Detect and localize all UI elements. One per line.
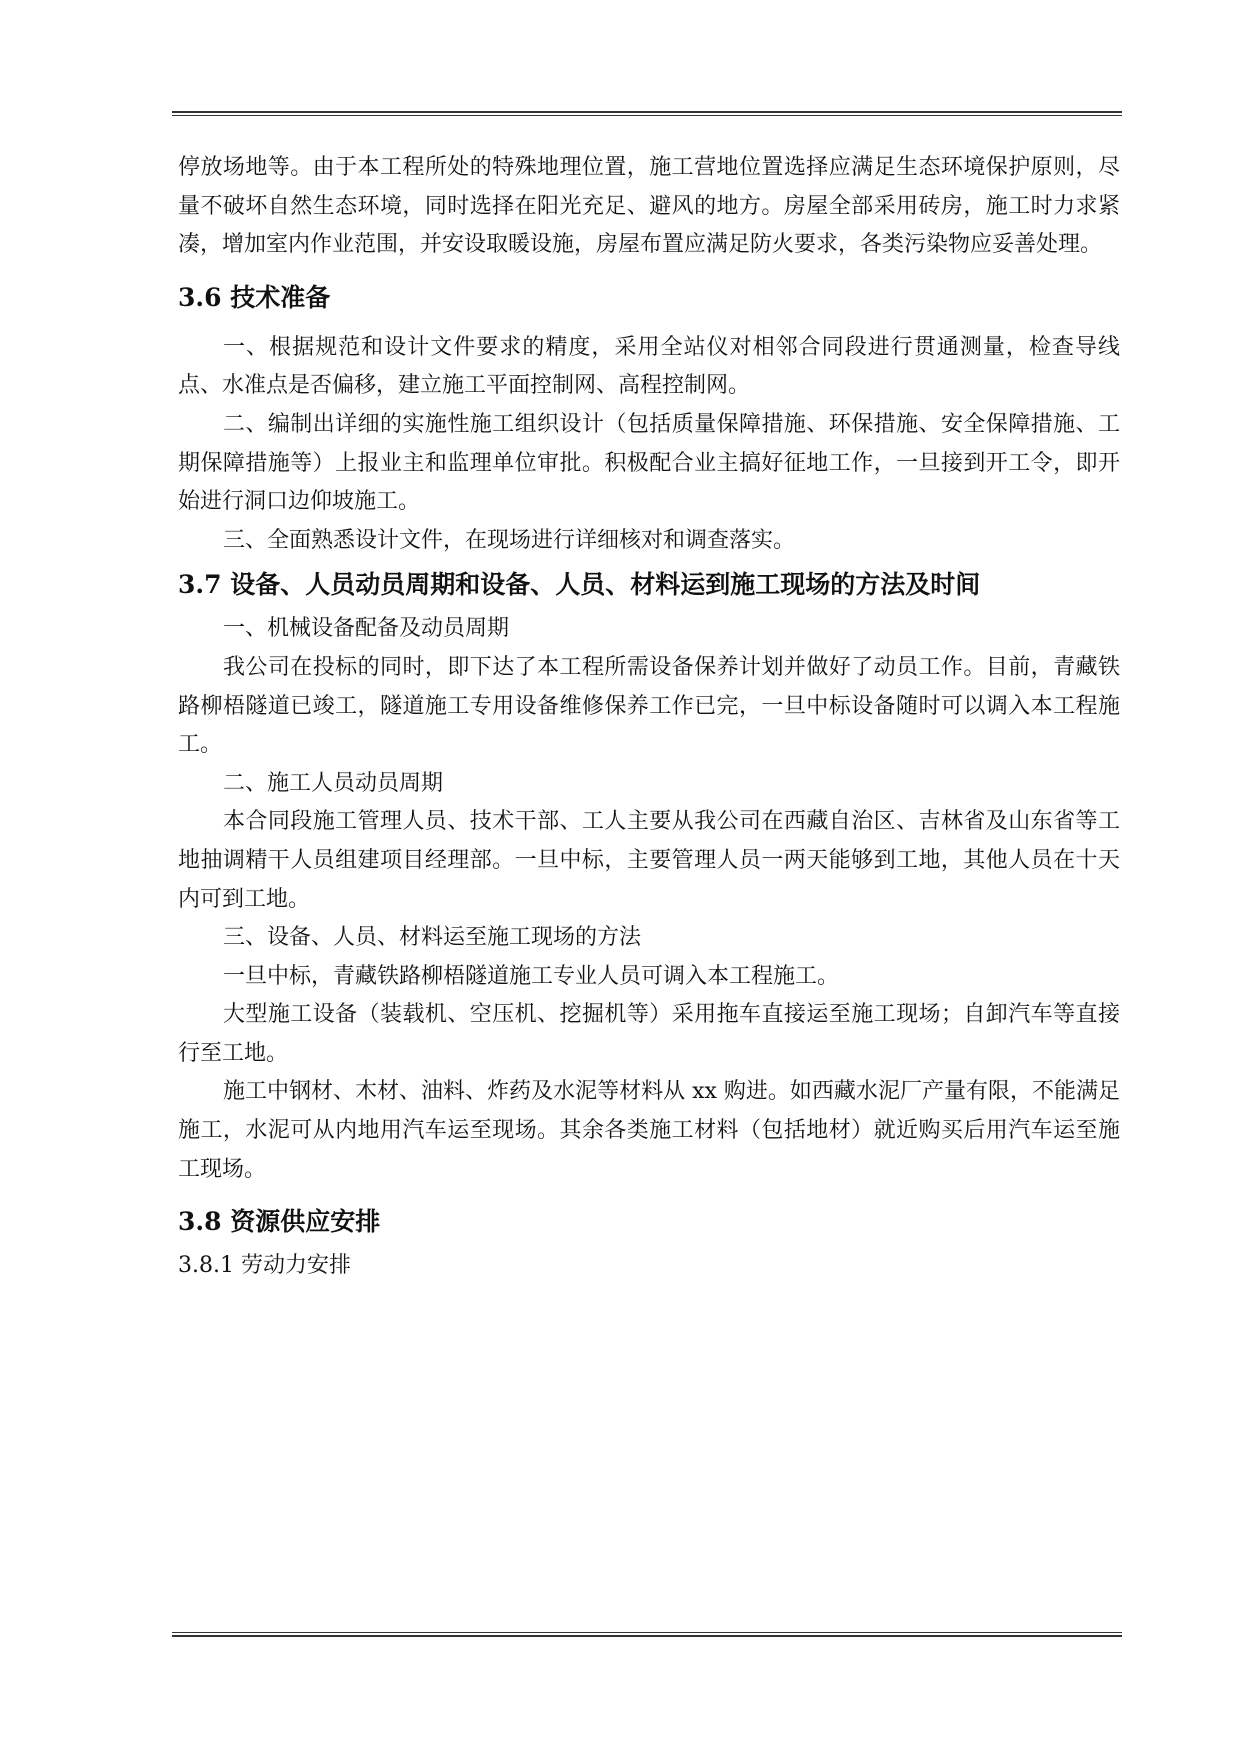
section-3-7-subtitle: 三、设备、人员、材料运至施工现场的方法	[223, 925, 642, 951]
footer-rule-thick	[172, 1635, 1122, 1637]
section-3-6-paragraph: 一、根据规范和设计文件要求的精度，采用全站仪对相邻合同段进行贯通测量，检查导线点、水准点是否偏移，建立施工平面控制网、高程控制网。	[178, 334, 1120, 399]
section-3-7-subtitle: 一、机械设备配备及动员周期	[223, 616, 510, 642]
section-heading-3-6: 3.6 技术准备	[178, 282, 331, 312]
section-3-7-paragraph: 大型施工设备（装载机、空压机、挖掘机等）采用拖车直接运至施工现场；自卸汽车等直接行至工地。	[178, 1002, 1120, 1066]
section-3-7-paragraph: 一旦中标，青藏铁路柳梧隧道施工专业人员可调入本工程施工。	[223, 963, 840, 989]
section-3-7-body	[178, 610, 1120, 1189]
section-3-6-paragraph: 三、全面熟悉设计文件，在现场进行详细核对和调查落实。	[223, 527, 796, 553]
section-3-7-subtitle: 二、施工人员动员周期	[223, 770, 444, 796]
section-3-7-paragraph: 施工中钢材、木材、油料、炸药及水泥等材料从 xx 购进。如西藏水泥厂产量有限，不能满足施工，水泥可从内地用汽车运至现场。其余各类施工材料（包括地材）就近购买后用汽车运至施工现场。	[178, 1079, 1120, 1182]
header-rule-thick	[172, 111, 1122, 113]
section-3-6-paragraph: 二、编制出详细的实施性施工组织设计（包括质量保障措施、环保措施、安全保障措施、工期保障措施等）上报业主和监理单位审批。积极配合业主搞好征地工作，一旦接到开工令，即开始进行洞口边仰坡施工。	[178, 411, 1120, 515]
subsection-heading-3-8-1: 3.8.1 劳动力安排	[178, 1253, 351, 1279]
header-rule	[172, 111, 1122, 117]
section-3-7-paragraph: 本合同段施工管理人员、技术干部、工人主要从我公司在西藏自治区、吉林省及山东省等工地抽调精干人员组建项目经理部。一旦中标，主要管理人员一两天能够到工地，其他人员在十天内可到工地。	[178, 809, 1120, 912]
document-body	[178, 149, 1120, 1286]
footer-rule	[172, 1632, 1122, 1638]
section-3-6-body	[178, 329, 1120, 561]
section-heading-3-8: 3.8 资源供应安排	[178, 1207, 381, 1237]
section-3-7-paragraph: 我公司在投标的同时，即下达了本工程所需设备保养计划并做好了动员工作。目前，青藏铁路柳梧隧道已竣工，隧道施工专用设备维修保养工作已完，一旦中标设备随时可以调入本工程施工。	[178, 654, 1120, 758]
intro-paragraph: 停放场地等。由于本工程所处的特殊地理位置，施工营地位置选择应满足生态环境保护原则，尽量不破坏自然生态环境，同时选择在阳光充足、避风的地方。房屋全部采用砖房，施工时力求紧凑，增加室内作业范围，并安设取暖设施，房屋布置应满足防火要求，各类污染物应妥善处理。	[178, 155, 1120, 258]
section-heading-3-7: 3.7 设备、人员动员周期和设备、人员、材料运到施工现场的方法及时间	[178, 570, 981, 600]
header-rule-thin	[172, 115, 1122, 116]
footer-rule-thin	[172, 1632, 1122, 1633]
